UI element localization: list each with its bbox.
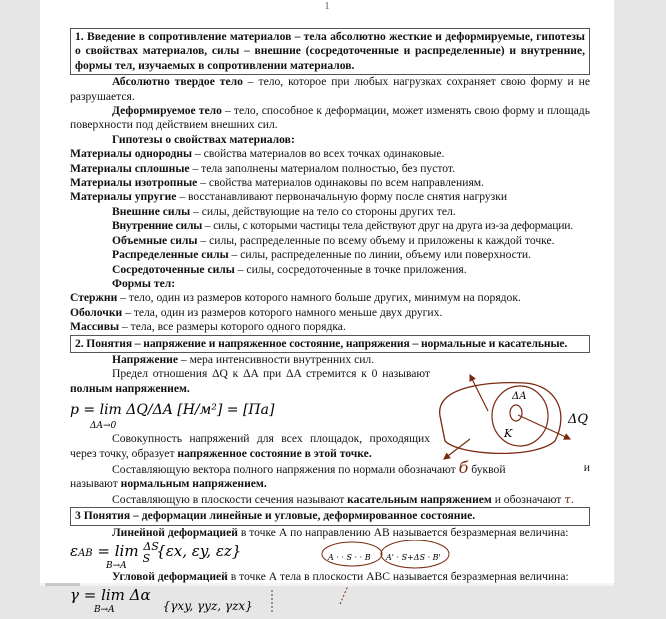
term: напряженное состояние в этой точке. bbox=[177, 446, 372, 460]
definition: – свойства материалов во всех точках одинаковые. bbox=[192, 147, 445, 161]
formula-limit: ΔA→0 bbox=[90, 421, 117, 432]
definition: – силы, действующие на тело со стороны других тел. bbox=[190, 204, 456, 218]
formula-drawing bbox=[70, 584, 590, 614]
definition: – тела, один из размеров которого намного меньше двух других. bbox=[122, 305, 443, 319]
term: Распределенные силы bbox=[112, 248, 229, 262]
definition: – силы, с которыми частицы тела действуют друг на друга из-за деформации. bbox=[202, 219, 573, 233]
definition: – тело, один из размеров которого намного больше других, минимум на порядок. bbox=[117, 291, 521, 305]
paragraph-normal-cont bbox=[70, 477, 590, 491]
term: Внутренние силы bbox=[112, 219, 203, 233]
list-item bbox=[70, 176, 590, 190]
term: Материалы сплошные bbox=[70, 161, 190, 175]
list-item bbox=[70, 263, 590, 277]
list-item bbox=[70, 147, 590, 161]
definition: в точке А по направлению АВ называется безразмерная величина: bbox=[237, 525, 569, 539]
term: касательным напряжением bbox=[347, 492, 492, 506]
paragraph-stress bbox=[70, 353, 590, 367]
definition: – тела заполнены материалом полностью, без пустот. bbox=[189, 161, 456, 175]
term: Стержни bbox=[70, 291, 118, 305]
tau-symbol: τ. bbox=[564, 491, 575, 506]
paragraph-limit bbox=[70, 367, 430, 396]
definition: – силы, сосредоточенные в точке приложения. bbox=[234, 262, 467, 276]
definition: – тело, способное к деформации, может изменять свою форму и площадь поверхности под действием внешних сил. bbox=[70, 104, 590, 132]
handwritten-formula-linear bbox=[70, 540, 590, 570]
text: буквой bbox=[468, 462, 506, 476]
paragraph-state bbox=[70, 432, 430, 461]
sketch-label: A' · S+ΔS · B' bbox=[386, 553, 441, 562]
definition: – свойства материалов одинаковы по всем направлениям. bbox=[197, 176, 485, 190]
paragraph-rigid-body bbox=[70, 75, 590, 104]
sigma-symbol: б bbox=[458, 457, 469, 477]
formula-limit: B→A bbox=[94, 605, 115, 615]
definition: – силы, распределенные по всему объему и приложены к каждой точке. bbox=[197, 233, 555, 247]
heading-text: Гипотезы о свойствах материалов: bbox=[112, 132, 295, 146]
definition: – тела, все размеры которого одного порядка. bbox=[119, 320, 346, 334]
term: Внешние силы bbox=[112, 204, 191, 218]
term: Материалы упругие bbox=[70, 190, 177, 204]
list-item bbox=[70, 205, 590, 219]
page-number: 1 bbox=[324, 0, 330, 12]
list-item bbox=[70, 306, 590, 320]
paragraph-normal bbox=[70, 457, 590, 477]
term: Угловой деформацией bbox=[112, 570, 228, 583]
list-item bbox=[70, 234, 590, 248]
section-3-heading: 3 Понятия – деформации линейные и угловые, деформированное состояние. bbox=[70, 507, 590, 525]
point-k-area bbox=[510, 405, 522, 421]
text: Составляющую вектора полного напряжения по нормали обозначают bbox=[112, 462, 459, 476]
forms-title bbox=[70, 277, 590, 291]
term: Объемные силы bbox=[112, 233, 198, 247]
paragraph-tangential bbox=[70, 492, 590, 507]
term: Массивы bbox=[70, 320, 120, 334]
body-outline bbox=[440, 383, 561, 454]
dq-arrow bbox=[518, 415, 570, 439]
term: полным напряжением. bbox=[70, 381, 190, 395]
definition: – восстанавливают первоначальную форму после снятия нагрузки bbox=[176, 190, 508, 204]
formula-drawing bbox=[70, 396, 370, 432]
heading-text: Формы тел: bbox=[112, 276, 176, 290]
list-item bbox=[70, 162, 590, 176]
term: нормальным напряжением. bbox=[120, 477, 267, 491]
definition: в точке А тела в плоскости АВС называется безразмерная величина: bbox=[227, 570, 569, 583]
definition: – мера интенсивности внутренних сил. bbox=[177, 352, 375, 366]
text: Составляющую в плоскости сечения называют bbox=[112, 492, 348, 506]
label-k: K bbox=[504, 426, 513, 440]
force-arrow bbox=[470, 375, 488, 411]
list-item bbox=[70, 291, 590, 305]
label-dq: ΔQ bbox=[568, 411, 589, 427]
definition: – тело, которое при любых нагрузках сохраняет свою форму и не разрушается. bbox=[70, 75, 590, 103]
term: Деформируемое тело bbox=[112, 104, 222, 118]
term: Напряжение bbox=[112, 352, 178, 366]
stress-body-diagram bbox=[420, 371, 590, 461]
force-arrow bbox=[444, 439, 470, 459]
text: называют bbox=[70, 477, 121, 491]
term: Абсолютно твердое тело bbox=[112, 75, 243, 89]
formula-drawing bbox=[70, 540, 590, 570]
formula-text: εAB = lim $^{\Delta S}$ S {εx, εy, εz} bbox=[70, 540, 242, 565]
section-2 bbox=[70, 353, 590, 507]
text: Предел отношения ΔQ к ΔA при ΔA стремится к 0 называют bbox=[112, 367, 430, 381]
hypotheses-title bbox=[70, 133, 590, 147]
formula-text: p = lim ΔQ/ΔA [H/м²] = [Па] bbox=[70, 402, 275, 419]
text: и bbox=[583, 460, 590, 474]
section-1-heading: 1. Введение в сопротивление материалов – тела абсолютно жесткие и деформируемые, гипотезы о свойствах материалов, силы – внешние (сосредоточенные и распределенные) и внутренние, формы тел, изучаемых в сопротивлении материалов. bbox=[70, 28, 590, 75]
definition: – силы, распределенные по линии, объему или поверхности. bbox=[228, 248, 531, 262]
list-item bbox=[70, 248, 590, 262]
section-2-heading: 2. Понятия – напряжение и напряженное состояние, напряжения – нормальные и касательные. bbox=[70, 335, 590, 353]
sketch-line bbox=[340, 586, 348, 604]
document-content bbox=[70, 28, 590, 614]
term: Оболочки bbox=[70, 305, 123, 319]
sketch-label: A · · S · · B bbox=[328, 553, 371, 562]
label-da: ΔA bbox=[512, 390, 527, 402]
paragraph-deformable-body bbox=[70, 104, 590, 133]
handwritten-formula-angular bbox=[70, 584, 590, 614]
text: и обозначают bbox=[491, 492, 565, 506]
paragraph-linear-deformation bbox=[70, 526, 590, 540]
term: Материалы изотропные bbox=[70, 176, 198, 190]
term: Сосредоточенные силы bbox=[112, 262, 235, 276]
formula-text: $\gamma = \lim \Delta\alpha_{\{\gamma xy, \gamma yz, \gamma zx\}}$ bbox=[70, 586, 253, 614]
text: Совокупность напряжений для всех площадок, проходящих через точку, образует bbox=[70, 432, 430, 460]
formula-limit: B→A bbox=[106, 561, 127, 570]
term: Материалы однородны bbox=[70, 147, 193, 161]
term: Линейной деформацией bbox=[112, 525, 238, 539]
list-item bbox=[70, 219, 590, 233]
list-item bbox=[70, 320, 590, 334]
document-page bbox=[40, 0, 614, 615]
list-item bbox=[70, 190, 590, 204]
